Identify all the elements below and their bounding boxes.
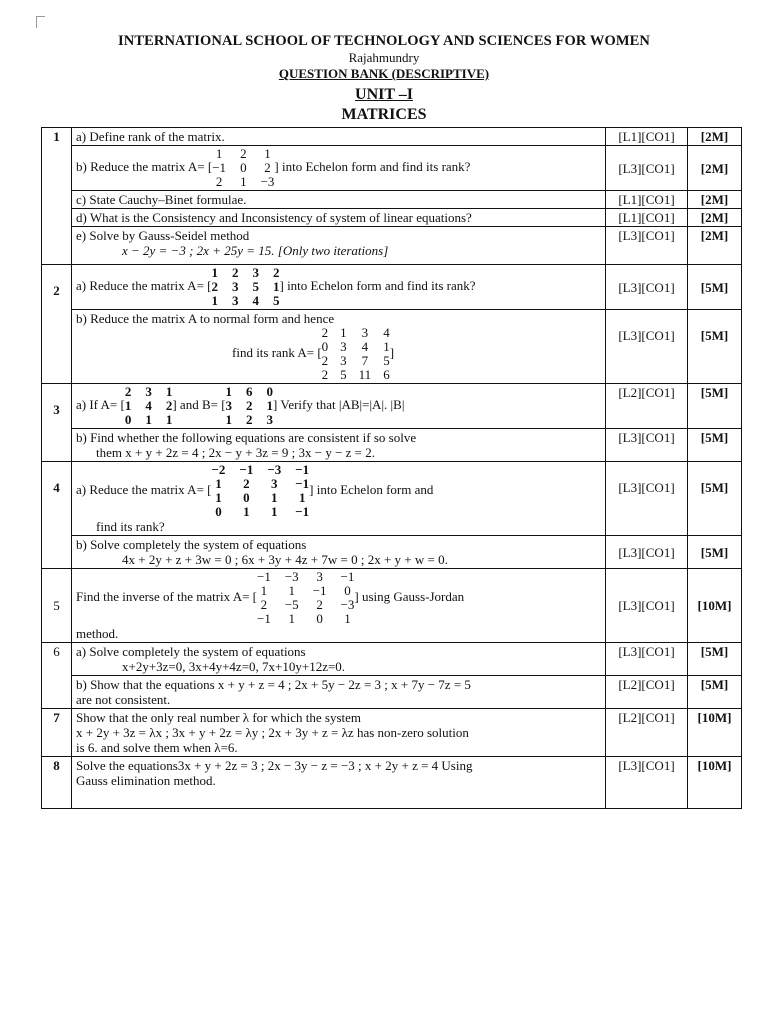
matrix-entry: −3 <box>260 174 275 189</box>
matrix-entry: 2 <box>321 325 329 340</box>
unit-title: UNIT –I <box>355 86 413 103</box>
matrix-entry: 2 <box>246 398 253 413</box>
question-text: ] into Echelon form and find its rank? <box>274 158 471 174</box>
question-text: a) Reduce the matrix A= [ <box>76 481 212 497</box>
question-number: 4 <box>42 462 72 569</box>
matrix-entry: 1 <box>165 384 173 399</box>
matrix-entry: 2 <box>272 265 280 280</box>
question-text: ] Verify that |AB|=|A|. |B| <box>273 396 405 412</box>
marks-tag: [5M] <box>688 429 742 462</box>
matrix-entry: 2 <box>264 160 271 175</box>
matrix-entry: 1 <box>298 490 306 505</box>
level-tag: [L3][CO1] <box>606 429 688 462</box>
question-equation: x+2y+3z=0, 3x+4y+4z=0, 7x+10y+12z=0. <box>122 659 346 674</box>
matrix-entry: 5 <box>252 279 259 294</box>
matrix <box>125 385 173 427</box>
table-row <box>42 462 742 536</box>
question-1d: d) What is the Consistency and Inconsistency of system of linear equations? <box>72 209 606 227</box>
table-row <box>42 536 742 569</box>
table-row <box>42 384 742 429</box>
matrix-entry: 1 <box>124 398 132 413</box>
question-text: b) Solve completely the system of equations <box>76 537 307 552</box>
matrix-entry: 1 <box>145 412 152 427</box>
marks-tag: [5M] <box>688 536 742 569</box>
table-row <box>42 569 742 643</box>
marks-tag: [10M] <box>688 709 742 757</box>
level-tag: [L1][CO1] <box>606 191 688 209</box>
question-6a <box>72 643 606 676</box>
matrix-entry: 5 <box>340 367 347 382</box>
matrix-entry: −3 <box>284 569 299 584</box>
question-1c: c) State Cauchy–Binet formulae. <box>72 191 606 209</box>
marks-tag: [10M] <box>688 569 742 643</box>
matrix-entry: 2 <box>243 476 250 491</box>
matrix-entry: −1 <box>212 160 227 175</box>
matrix-entry: 1 <box>264 146 271 161</box>
table-row <box>42 643 742 676</box>
matrix-entry: 5 <box>383 353 390 368</box>
question-8 <box>72 757 606 809</box>
table-row <box>42 128 742 146</box>
level-tag: [L3][CO1] <box>606 569 688 643</box>
marks-tag: [10M] <box>688 757 742 809</box>
matrix-entry: −5 <box>284 597 299 612</box>
marks-tag: [5M] <box>688 462 742 536</box>
table-row <box>42 310 742 384</box>
level-tag: [L3][CO1] <box>606 146 688 191</box>
question-text: ] <box>389 344 395 360</box>
matrix-entry: 0 <box>243 490 250 505</box>
question-4a <box>72 462 606 536</box>
question-text: ] and B= [ <box>172 396 226 412</box>
level-tag: [L3][CO1] <box>606 227 688 265</box>
matrix-entry: 4 <box>383 325 390 340</box>
question-number: 8 <box>42 757 72 809</box>
matrix-entry: 2 <box>246 412 253 427</box>
matrix-entry: 3 <box>340 339 347 354</box>
matrix-entry: 1 <box>344 611 351 626</box>
matrix-entry: 3 <box>266 412 274 427</box>
matrix-entry: 1 <box>288 583 296 598</box>
marks-tag: [2M] <box>688 209 742 227</box>
marks-tag: [5M] <box>688 643 742 676</box>
marks-tag: [5M] <box>688 310 742 384</box>
matrix-entry: −1 <box>295 462 310 477</box>
level-tag: [L3][CO1] <box>606 265 688 310</box>
matrix-entry: 1 <box>225 384 233 399</box>
school-name: INTERNATIONAL SCHOOL OF TECHNOLOGY AND SCIENCES FOR WOMEN <box>118 33 650 49</box>
matrix-entry: −1 <box>257 569 271 584</box>
question-text: ] using Gauss-Jordan <box>354 588 465 604</box>
matrix-entry: 1 <box>260 583 268 598</box>
table-row <box>42 757 742 809</box>
matrix-entry: 1 <box>266 398 274 413</box>
matrix-entry: 3 <box>316 569 323 584</box>
matrix <box>212 147 274 189</box>
question-text: Solve the equations3x + y + 2z = 3 ; 2x − 3y − z = −3 ; x + 2y + z = 4 Using <box>76 758 473 773</box>
question-text: b) Show that the equations x + y + z = 4 ; 2x + 5y − 2z = 3 ; x + 7y − 7z = 5 <box>76 677 471 692</box>
matrix-entry: 6 <box>383 367 390 382</box>
question-1e <box>72 227 606 265</box>
level-tag: [L3][CO1] <box>606 536 688 569</box>
question-number: 7 <box>42 709 72 757</box>
marks-tag: [2M] <box>688 191 742 209</box>
matrix-entry: 1 <box>225 412 233 427</box>
matrix-entry: −3 <box>267 462 282 477</box>
question-number: 5 <box>42 569 72 643</box>
document-header <box>0 33 768 124</box>
matrix-entry: 0 <box>316 611 323 626</box>
matrix-entry: 0 <box>321 339 329 354</box>
matrix-entry: 2 <box>231 265 239 280</box>
question-text: b) Reduce the matrix A to normal form and hence <box>76 311 335 326</box>
question-text: Gauss elimination method. <box>76 773 216 788</box>
matrix-entry: 1 <box>211 293 218 308</box>
question-7 <box>72 709 606 757</box>
matrix-entry: 2 <box>260 597 268 612</box>
matrix-entry: 2 <box>211 279 218 294</box>
level-tag: [L2][CO1] <box>606 384 688 429</box>
level-tag: [L3][CO1] <box>606 310 688 384</box>
matrix-entry: 2 <box>215 174 223 189</box>
table-row <box>42 209 742 227</box>
question-text: find its rank A= [ <box>232 344 322 360</box>
matrix-entry: 4 <box>361 339 369 354</box>
matrix-entry: 1 <box>272 279 280 294</box>
question-5 <box>72 569 606 643</box>
matrix-entry: −1 <box>257 611 271 626</box>
question-equation: x − 2y = −3 ; 2x + 25y = 15. [Only two iterations] <box>122 243 389 258</box>
level-tag: [L3][CO1] <box>606 462 688 536</box>
matrix-entry: 3 <box>252 265 259 280</box>
question-text: ] into Echelon form and find its rank? <box>279 277 476 293</box>
matrix-entry: 2 <box>165 398 173 413</box>
matrix-entry: 6 <box>246 384 253 399</box>
marks-tag: [2M] <box>688 128 742 146</box>
matrix-entry: 3 <box>231 279 239 294</box>
matrix-entry: 5 <box>272 293 280 308</box>
matrix-entry: 0 <box>344 583 351 598</box>
matrix-entry: −1 <box>239 462 254 477</box>
question-2b <box>72 310 606 384</box>
question-6b <box>72 676 606 709</box>
matrix-entry: 0 <box>266 384 274 399</box>
matrix-entry: 2 <box>240 146 247 161</box>
question-equation: x + 2y + 3z = λx ; 3x + y + 2z = λy ; 2x + 3y + z = λz has non-zero solution <box>76 725 469 740</box>
level-tag: [L2][CO1] <box>606 709 688 757</box>
level-tag: [L1][CO1] <box>606 209 688 227</box>
table-row <box>42 709 742 757</box>
matrix-entry: −1 <box>340 569 355 584</box>
marks-tag: [5M] <box>688 676 742 709</box>
matrix-entry: 0 <box>215 504 222 519</box>
matrix-entry: 4 <box>145 398 152 413</box>
question-text: method. <box>76 626 119 641</box>
question-number: 3 <box>42 384 72 462</box>
level-tag: [L3][CO1] <box>606 757 688 809</box>
matrix-entry: −1 <box>295 504 310 519</box>
question-text: ] into Echelon form and <box>309 481 434 497</box>
table-row <box>42 227 742 265</box>
matrix-entry: 1 <box>271 490 278 505</box>
question-text: Show that the only real number λ for which the system <box>76 710 362 725</box>
marks-tag: [2M] <box>688 227 742 265</box>
question-equation: 4x + 2y + z + 3w = 0 ; 6x + 3y + 4z + 7w = 0 ; 2x + y + w = 0. <box>122 552 448 567</box>
question-text: find its rank? <box>96 519 165 534</box>
marks-tag: [5M] <box>688 265 742 310</box>
matrix-entry: 3 <box>225 398 233 413</box>
question-bank-title: QUESTION BANK (DESCRIPTIVE) <box>278 66 490 81</box>
school-city: Rajahmundry <box>348 50 420 65</box>
matrix-entry: 4 <box>252 293 259 308</box>
matrix-entry: 2 <box>321 353 329 368</box>
matrix-entry: 0 <box>124 412 132 427</box>
question-table <box>41 127 742 809</box>
matrix-entry: 3 <box>271 476 278 491</box>
matrix-entry: −1 <box>295 476 310 491</box>
table-row <box>42 146 742 191</box>
matrix-entry: 1 <box>243 504 250 519</box>
matrix-entry: −3 <box>340 597 355 612</box>
matrix-entry: −1 <box>312 583 327 598</box>
question-text: is 6. and solve them when λ=6. <box>76 740 238 755</box>
question-number: 6 <box>42 643 72 709</box>
question-text: b) Find whether the following equations are consistent if so solve <box>76 430 417 445</box>
matrix <box>322 326 390 382</box>
topic-title: MATRICES <box>341 106 427 123</box>
table-row <box>42 191 742 209</box>
matrix-entry: 1 <box>215 476 222 491</box>
matrix-entry: 1 <box>215 490 222 505</box>
matrix <box>211 266 279 308</box>
page-corner-mark <box>36 16 45 28</box>
question-text: a) If A= [ <box>76 396 125 412</box>
matrix-entry: 1 <box>340 325 347 340</box>
matrix-entry: 3 <box>340 353 347 368</box>
matrix-entry: 0 <box>240 160 247 175</box>
question-text: Find the inverse of the matrix A= [ <box>76 588 257 604</box>
matrix-entry: 1 <box>240 174 247 189</box>
question-2a <box>72 265 606 310</box>
marks-tag: [5M] <box>688 384 742 429</box>
matrix-entry: 3 <box>361 325 369 340</box>
matrix <box>226 385 274 427</box>
matrix-entry: 2 <box>124 384 132 399</box>
matrix-entry: 7 <box>361 353 369 368</box>
question-1b <box>72 146 606 191</box>
level-tag: [L2][CO1] <box>606 676 688 709</box>
matrix-entry: 1 <box>383 339 390 354</box>
matrix-entry: 11 <box>358 367 372 382</box>
matrix-entry: 2 <box>316 597 323 612</box>
level-tag: [L1][CO1] <box>606 128 688 146</box>
matrix-entry: 3 <box>231 293 239 308</box>
question-3b <box>72 429 606 462</box>
table-row <box>42 676 742 709</box>
matrix-entry: 1 <box>165 412 173 427</box>
matrix-entry: −2 <box>211 462 226 477</box>
matrix-entry: 1 <box>211 265 218 280</box>
matrix-entry: 2 <box>321 367 329 382</box>
question-text: a) Reduce the matrix A= [ <box>76 277 212 293</box>
question-4b <box>72 536 606 569</box>
matrix-entry: 1 <box>215 146 223 161</box>
question-equation: them x + y + 2z = 4 ; 2x − y + 3z = 9 ; 3x − y − z = 2. <box>96 445 376 460</box>
question-text: b) Reduce the matrix A= [ <box>76 158 213 174</box>
matrix-entry: 1 <box>288 611 296 626</box>
matrix-entry: 3 <box>145 384 152 399</box>
question-text: are not consistent. <box>76 692 171 707</box>
question-number: 1 <box>42 128 72 265</box>
table-row <box>42 429 742 462</box>
question-1a: a) Define rank of the matrix. <box>72 128 606 146</box>
question-3a <box>72 384 606 429</box>
level-tag: [L3][CO1] <box>606 643 688 676</box>
question-text: a) Solve completely the system of equations <box>76 644 306 659</box>
matrix <box>211 463 309 519</box>
matrix-entry: 1 <box>271 504 278 519</box>
question-number: 2 <box>42 265 72 384</box>
marks-tag: [2M] <box>688 146 742 191</box>
matrix <box>257 570 354 626</box>
table-row <box>42 265 742 310</box>
question-text: e) Solve by Gauss-Seidel method <box>76 228 250 243</box>
